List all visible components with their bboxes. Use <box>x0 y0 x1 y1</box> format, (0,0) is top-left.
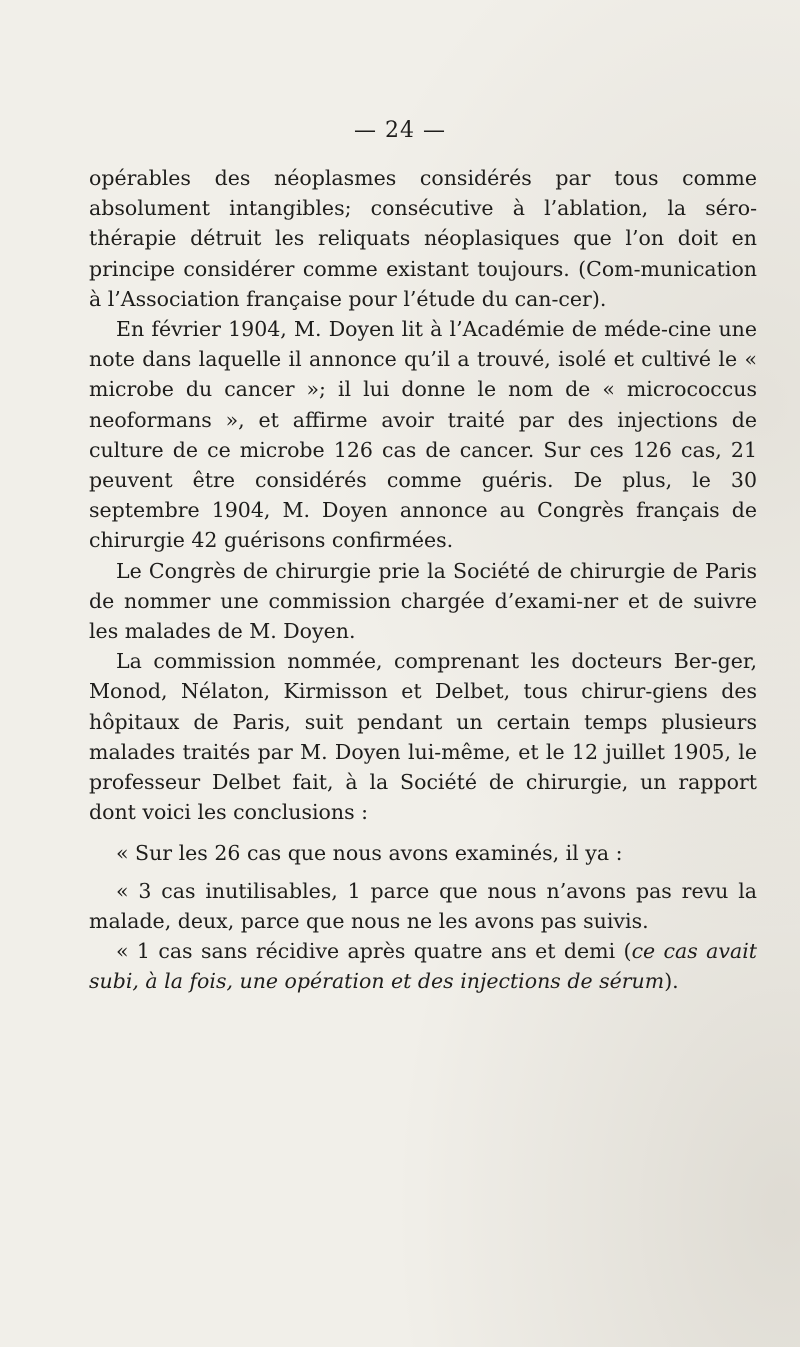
quote-item-2-italic: ce cas avait subi, à la fois, une opération et des injections de sérum <box>89 939 757 994</box>
paragraph-3: Le Congrès de chirurgie prie la Société de chirurgie de Paris de nommer une commission chargée d’exami-ner et de suivre les malades de M. Doyen. <box>89 558 757 644</box>
quote-item-2-end: ). <box>664 969 679 994</box>
paragraph-4: La commission nommée, comprenant les docteurs Ber-ger, Monod, Nélaton, Kirmisson et Delbet, tous chirur-giens des hôpitaux de Paris, suit pendant un certain temps plusieurs malades traités par M. Doyen lui-même, et le 12 juillet 1905, le professeur Delbet fait, à la Société de chirurgie, un rapport dont voici les conclusions : <box>89 649 757 825</box>
page-number: — 24 — <box>354 118 446 143</box>
quote-item-1: « 3 cas inutilisables, 1 parce que nous n’avons pas revu la malade, deux, parce que nous ne les avons pas suivis. <box>89 878 757 933</box>
quote-item-2-text: « 1 cas sans récidive après quatre ans et demi ( <box>116 939 632 964</box>
quote-intro: « Sur les 26 cas que nous avons examinés, il ya : <box>116 841 623 866</box>
paragraph-1: opérables des néoplasmes considérés par tous comme absolument intangibles; consécutive à l’ablation, la séro-thérapie détruit les reliquats néoplasiques que l’on doit en principe considérer comme existant toujours. (Com-munication à l’Association française pour l’étude du can-cer). <box>89 166 757 311</box>
paragraph-2: En février 1904, M. Doyen lit à l’Académie de méde-cine une note dans laquelle il annonce qu’il a trouvé, isolé et cultivé le « microbe du cancer »; il lui donne le nom de « micrococcus neoformans », et affirme avoir traité par des injections de culture de ce microbe 126 cas de cancer. Sur ces 126 cas, 21 peuvent être considérés comme guéris. De plus, le 30 septembre 1904, M. Doyen annonce au Congrès français de chirurgie 42 guérisons confirmées. <box>89 317 757 553</box>
quote-item-2 <box>89 936 757 996</box>
body-text <box>89 163 757 996</box>
